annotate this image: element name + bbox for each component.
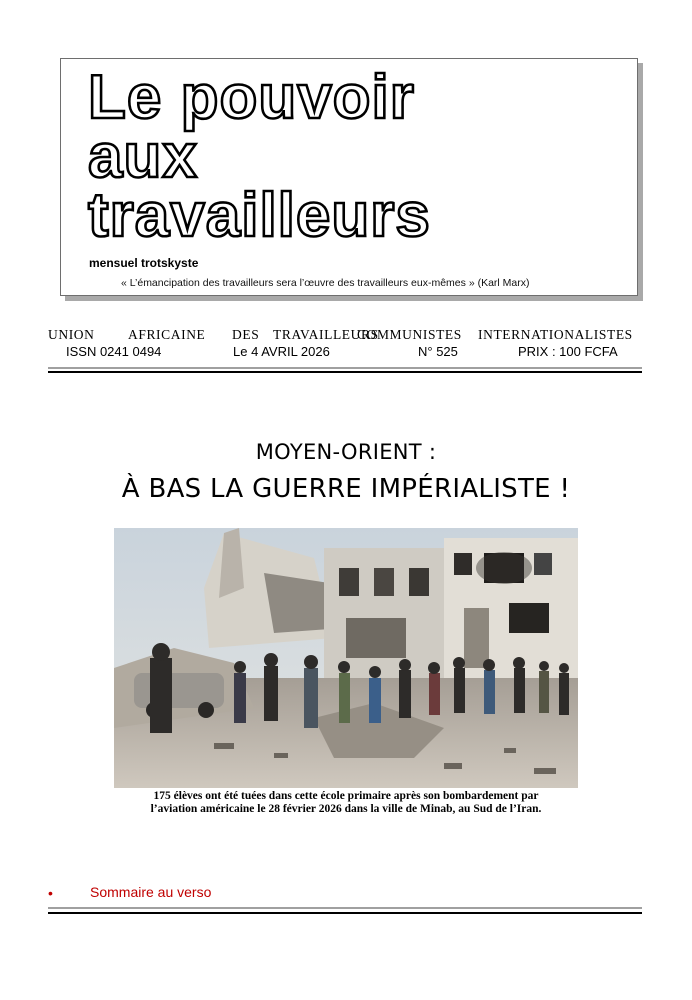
masthead-box xyxy=(60,58,638,296)
caption-line-1: 175 élèves ont été tuées dans cette école primaire après son bombardement par xyxy=(153,790,539,802)
marx-quote: « L’émancipation des travailleurs sera l’œuvre des travailleurs eux-mêmes » (Karl Marx) xyxy=(121,277,530,289)
bullet-icon: • xyxy=(48,885,53,901)
title-line-2: aux xyxy=(88,122,198,191)
footer-divider-thin xyxy=(48,907,642,909)
bombed-school-photo xyxy=(114,528,578,788)
title-line-1: Le pouvoir xyxy=(88,63,415,132)
org-word: INTERNATIONALISTES xyxy=(478,327,633,342)
article-kicker: MOYEN-ORIENT : xyxy=(255,440,437,464)
issue-date: Le 4 AVRIL 2026 xyxy=(233,344,330,359)
divider-thick xyxy=(48,371,642,373)
org-word: UNION xyxy=(48,327,95,342)
issue-number: N° 525 xyxy=(418,344,458,359)
org-word: TRAVAILLEURS xyxy=(273,327,379,342)
title-line-3: travailleurs xyxy=(88,181,431,250)
footer-divider-thick xyxy=(48,912,642,914)
divider-thin xyxy=(48,367,642,369)
price: PRIX : 100 FCFA xyxy=(518,344,618,359)
article-headline: À BAS LA GUERRE IMPÉRIALISTE ! xyxy=(121,474,571,504)
org-word: AFRICAINE xyxy=(128,327,206,342)
summary-link[interactable]: Sommaire au verso xyxy=(90,884,212,900)
subtitle: mensuel trotskyste xyxy=(89,256,199,270)
issn: ISSN 0241 0494 xyxy=(66,344,162,359)
org-word: DES xyxy=(232,327,260,342)
photo-caption xyxy=(100,790,592,816)
org-word: COMMUNISTES xyxy=(357,327,462,342)
caption-line-2: l’aviation américaine le 28 février 2026 dans la ville de Minab, au Sud de l’Iran. xyxy=(150,803,542,815)
